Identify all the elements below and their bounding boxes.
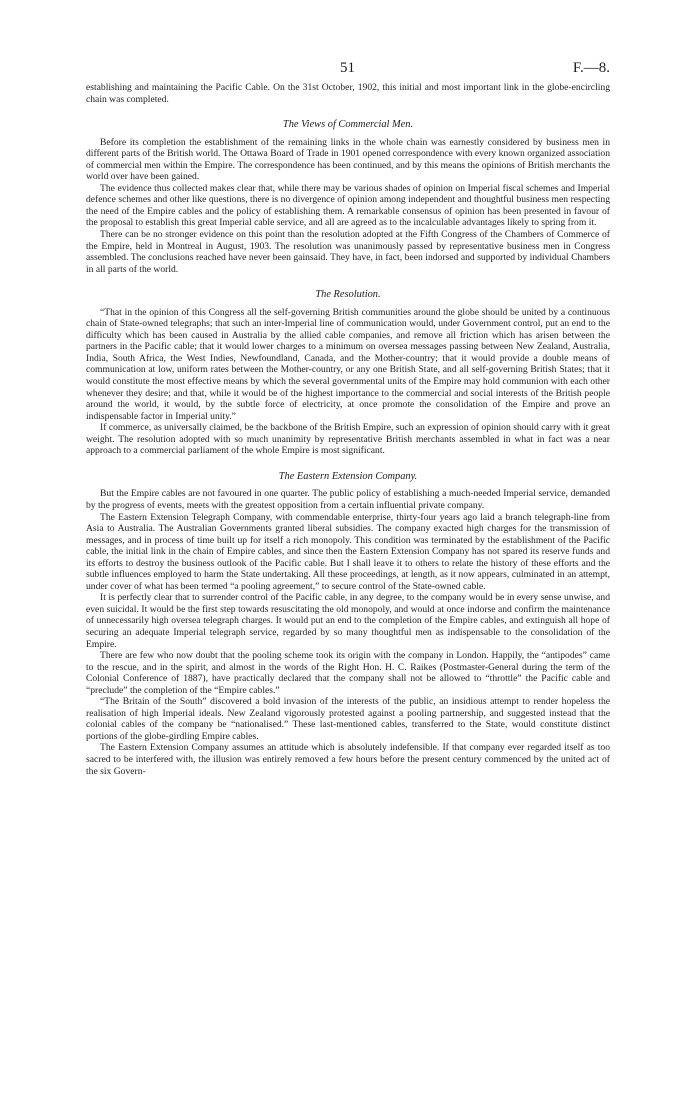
paragraph: It is perfectly clear that to surrender control of the Pacific cable, in any degree, to the company would be in every sense unwise, and even suicidal. It would be the first step towards resuscitating the old monopoly, and would at once indorse and confirm the maintenance of unnecessarily high oversea telegraph charges. It would put an end to the completion of the Empire cables, and extinguish all hope of securing an adequate Imperial telegraph service, regarded by so many thoughtful men as indispensable to the consolidation of the Empire. (86, 592, 610, 650)
section-commercial-views (86, 119, 610, 275)
document-reference: F.—8. (572, 60, 610, 76)
section-heading: The Views of Commercial Men. (282, 119, 414, 131)
paragraph: The Eastern Extension Company assumes an attitude which is absolutely indefensible. If that company ever regarded itself as too sacred to be interfered with, the illusion was entirely removed a few hours before the present century commenced by the united act of the six Govern- (86, 742, 610, 777)
paragraph: Before its completion the establishment of the remaining links in the whole chain was earnestly considered by business men in different parts of the British world. The Ottawa Board of Trade in 1901 opened correspondence with every known organized association of commercial men within the Empire. The correspondence has been continued, and by this means the opinions of British merchants the world over have been gained. (86, 136, 610, 183)
paragraph: There can be no stronger evidence on this point than the resolution adopted at the Fifth Congress of the Chambers of Commerce of the Empire, held in Montreal in August, 1903. The resolution was unanimously passed by representative business men in Congress assembled. The conclusions reached have never been gainsaid. They have, in fact, been indorsed and supported by individual Chambers in all parts of the world. (86, 229, 610, 275)
document-body (86, 82, 610, 777)
paragraph: The Eastern Extension Telegraph Company, with commendable enterprise, thirty-four years ago laid a branch telegraph-line from Asia to Australia. The Australian Governments granted liberal subsidies. The company exacted high charges for the transmission of messages, and in process of time built up for itself a rich monopoly. This condition was terminated by the establishment of the Pacific cable, the initial link in the chain of Empire cables, and since then the Eastern Extension Company has not spared its reserve funds and its efforts to destroy the business outlook of the Pacific cable. But I shall leave it to others to relate the history of these efforts and the subtle influences employed to harm the State undertaking. All these proceedings, at length, as it now appears, culminated in an attempt, under cover of what has been termed “a pooling agreement,” to secure control of the State-owned cable. (86, 511, 610, 592)
page-header (86, 60, 610, 82)
document-page (86, 60, 610, 777)
resolution-quote: “That in the opinion of this Congress all the self-governing British communities around the globe should be united by a continuous chain of State-owned telegraphs; that such an inter-Imperial line of communication would, under Government control, put an end to the difficulty which has been caused in Australia by the allied cable companies, and remove all friction which has arisen between the partners in the Pacific cable; that it would lower charges to a minimum on oversea messages passing between New Zealand, Australia, India, South Africa, the West Indies, Newfoundland, Canada, and the Mother-country; that it would provide a double means of communication at low, uniform rates between the Mother-country, or any one British State, and all self-governing British States; that it would constitute the most effective means by which the several governmental units of the Empire may hold communion with each other whenever they desire; and that, while it would be of the highest importance to the commercial and social interests of the British people around the world, it would, by the subtle force of electricity, at once promote the consolidation of the Empire and prove an indispensable factor in Imperial unity.” (86, 306, 610, 422)
paragraph: The evidence thus collected makes clear that, while there may be various shades of opinion on Imperial fiscal schemes and Imperial defence schemes and other like questions, there is no divergence of opinion among independent and thoughtful business men respecting the need of the Empire cables and the policy of establishing them. A remarkable consensus of opinion has been presented in favour of the proposal to establish this great Imperial cable service, and all are agreed as to the incalculable advantages likely to spring from it. (86, 182, 610, 229)
section-resolution (86, 289, 610, 457)
paragraph: There are few who now doubt that the pooling scheme took its origin with the company in London. Happily, the “antipodes” came to the rescue, and in the spirit, and almost in the words of the Right Hon. H. C. Raikes (Postmaster-General during the term of the Colonial Conference of 1887), have practically declared that the company shall not be allowed to “throttle” the Pacific cable and “preclude” the completion of the “Empire cables.” (86, 650, 610, 696)
paragraph: But the Empire cables are not favoured in one quarter. The public policy of establishing a much-needed Imperial service, demanded by the progress of events, meets with the greatest opposition from a certain influential private company. (86, 488, 610, 511)
section-heading: The Resolution. (315, 289, 381, 301)
intro-paragraph: establishing and maintaining the Pacific Cable. On the 31st October, 1902, this initial and most important link in the globe-encircling chain was completed. (86, 82, 610, 105)
paragraph: If commerce, as universally claimed, be the backbone of the British Empire, such an expression of opinion should carry with it great weight. The resolution adopted with so much unanimity by representative British merchants assembled in what in fact was a near approach to a commercial parliament of the whole Empire is most significant. (86, 422, 610, 457)
paragraph: “The Britain of the South” discovered a bold invasion of the interests of the public, an insidious attempt to render hopeless the realisation of high Imperial ideals. New Zealand vigorously protested against a pooling partnership, and suggested instead that the colonial cables of the company be “nationalised.” These last-mentioned cables, transferred to the State, would constitute distinct portions of the globe-girdling Empire cables. (86, 696, 610, 742)
page-number: 51 (340, 60, 355, 76)
section-eastern-extension (86, 471, 610, 777)
section-heading: The Eastern Extension Company. (278, 470, 418, 482)
